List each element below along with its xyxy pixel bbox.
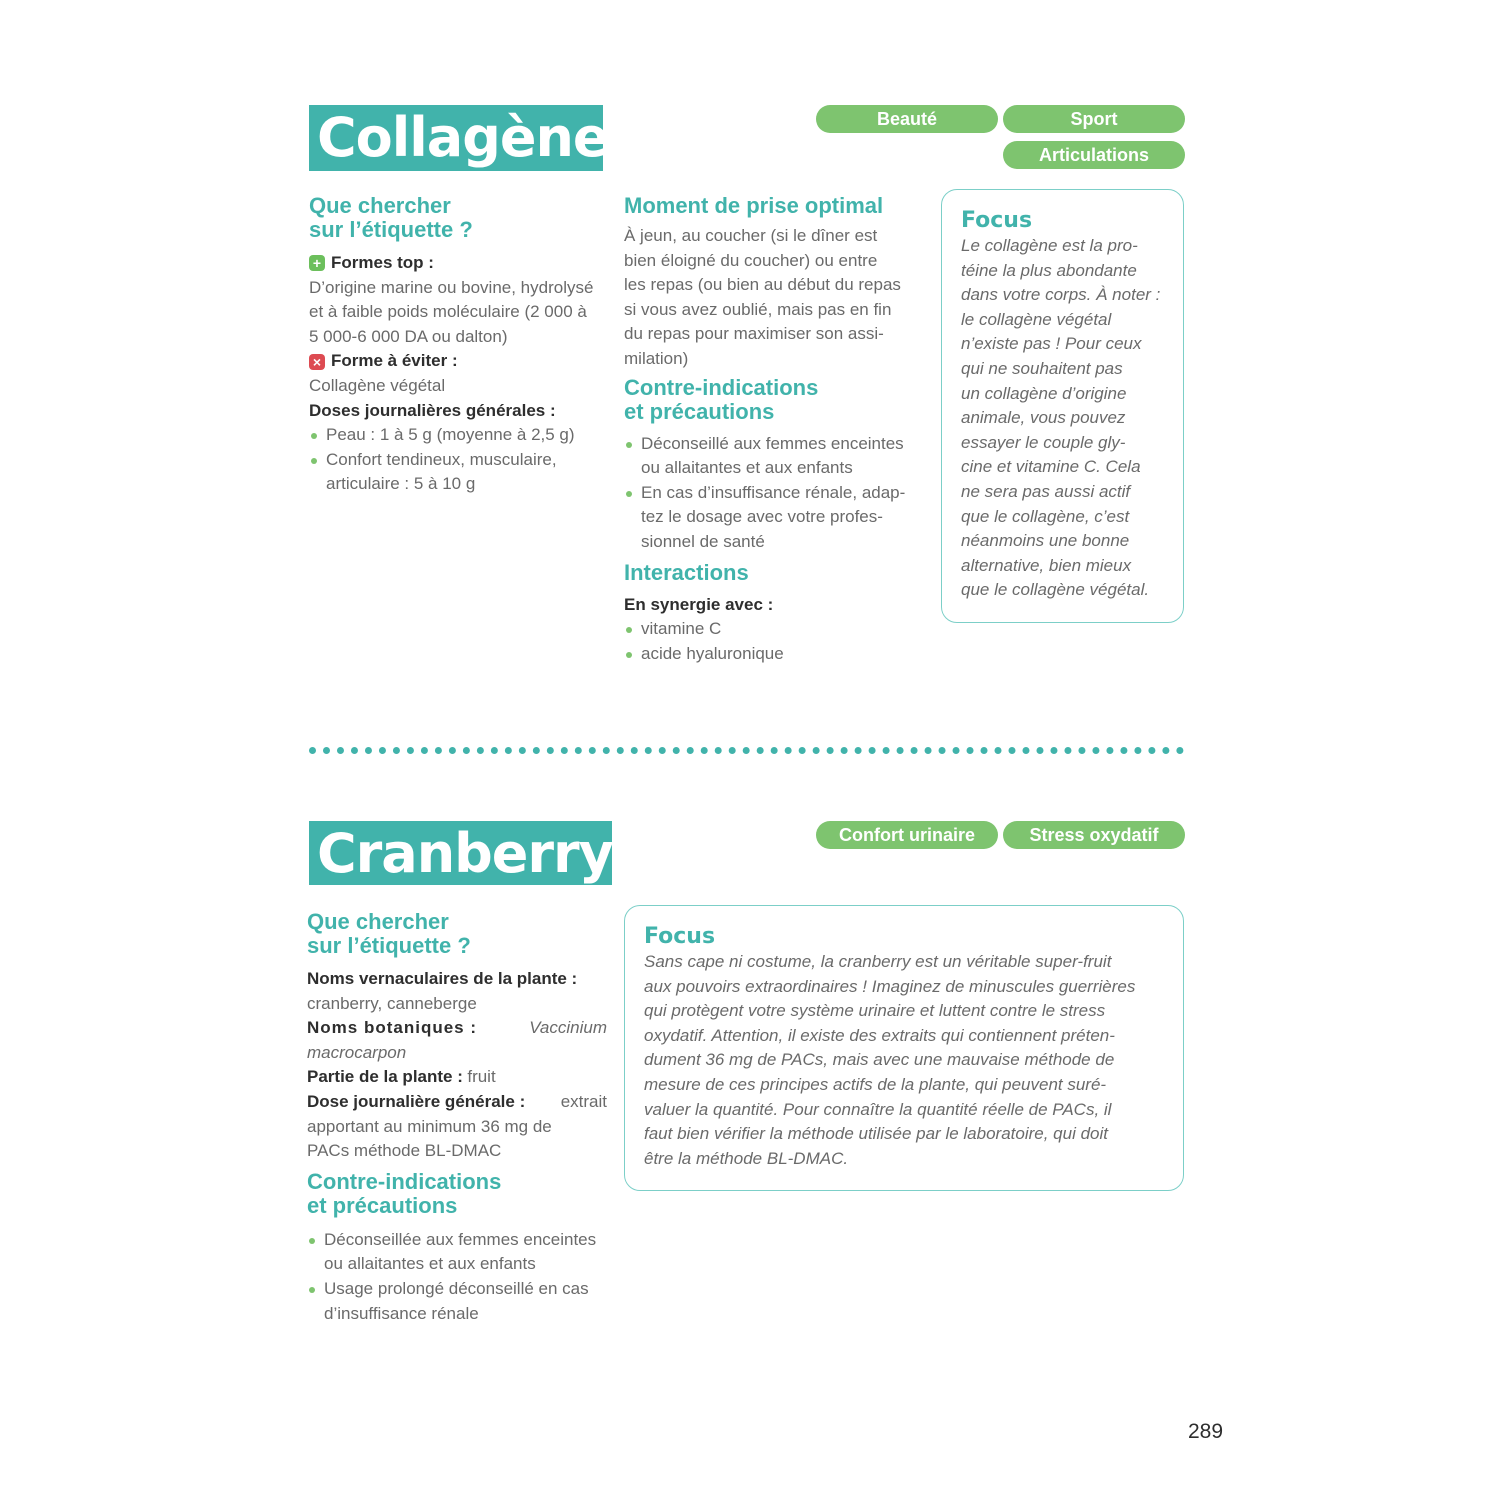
section-heading: Que chercher sur l’étiquette ? <box>307 909 471 958</box>
focus-line: téine la plus abondante <box>961 260 1137 280</box>
moment-line: bien éloigné du coucher) ou entre <box>624 250 878 270</box>
list-item: vitamine C <box>624 617 920 642</box>
forms-top-line: 5 000-6 000 DA ou dalton) <box>309 326 508 346</box>
focus-line: ne sera pas aussi actif <box>961 481 1131 501</box>
tag-sport: Sport <box>1003 105 1185 133</box>
moment-heading: Moment de prise optimal <box>624 193 884 218</box>
forms-top-label: Formes top : <box>331 253 434 272</box>
moment-text <box>624 224 920 372</box>
focus-line: qui protègent votre système urinaire et luttent contre le stress <box>644 1001 1106 1021</box>
tag-beaute: Beauté <box>816 105 998 133</box>
dose-text: PACs méthode BL-DMAC <box>307 1141 502 1161</box>
moment-line: milation) <box>624 348 689 368</box>
collagene-label-section <box>309 194 609 497</box>
list-item: En cas d’insuffisance rénale, adap-tez le dosage avec votre profes-sionnel de santé <box>624 481 920 555</box>
focus-title: Focus <box>644 924 716 949</box>
cranberry-left-column <box>307 910 607 1326</box>
focus-line: un collagène d’origine <box>961 383 1127 403</box>
section-heading: Que chercher sur l’étiquette ? <box>309 193 473 242</box>
focus-line: être la méthode BL-DMAC. <box>644 1148 849 1168</box>
focus-line: que le collagène végétal. <box>961 580 1150 600</box>
form-avoid-row <box>309 349 609 374</box>
botanical-row <box>307 1016 607 1041</box>
section-divider <box>309 747 1184 754</box>
focus-line: faut bien vérifier la méthode utilisée par le laboratoire, qui doit <box>644 1124 1108 1144</box>
moment-line: À jeun, au coucher (si le dîner est <box>624 226 878 245</box>
list-item: Déconseillée aux femmes enceintes ou allaitantes et aux enfants <box>307 1228 607 1277</box>
tag-articulations: Articulations <box>1003 141 1185 169</box>
forms-top-line: et à faible poids moléculaire (2 000 à <box>309 302 587 322</box>
list-item: Peau : 1 à 5 g (moyenne à 2,5 g) <box>309 423 609 448</box>
focus-line: Sans cape ni costume, la cranberry est un véritable super-fruit <box>644 952 1112 971</box>
vernacular-text: cranberry, canneberge <box>307 993 477 1013</box>
focus-line: valuer la quantité. Pour connaître la quantité réelle de PACs, il <box>644 1099 1112 1119</box>
cranberry-focus-box <box>624 905 1184 1191</box>
contra-list <box>307 1228 607 1326</box>
tag-stress-oxydatif: Stress oxydatif <box>1003 821 1185 849</box>
list-item: Déconseillé aux femmes enceintes ou allaitantes et aux enfants <box>624 432 920 481</box>
focus-line: Le collagène est la pro- <box>961 236 1138 255</box>
contra-list <box>624 432 920 555</box>
dose-label: Dose journalière générale : <box>307 1091 526 1111</box>
focus-line: que le collagène, c’est <box>961 506 1130 526</box>
moment-line: si vous avez oublié, mais pas en fin <box>624 299 892 319</box>
focus-line: le collagène végétal <box>961 309 1112 329</box>
vernacular-label: Noms vernaculaires de la plante : <box>307 969 578 988</box>
collagene-title: Collagène <box>309 105 603 171</box>
dose-row <box>307 1090 607 1115</box>
page-number: 289 <box>1188 1420 1224 1443</box>
botanical-label: Noms botaniques : <box>307 1018 478 1038</box>
synergy-list <box>624 617 920 666</box>
plus-icon: + <box>309 255 325 271</box>
cross-icon: × <box>309 354 325 370</box>
focus-line: néanmoins une bonne <box>961 531 1130 551</box>
focus-title: Focus <box>961 208 1033 233</box>
focus-line: mesure de ces principes actifs de la plante, qui peuvent suré- <box>644 1074 1107 1094</box>
focus-line: animale, vous pouvez <box>961 408 1126 428</box>
collagene-focus-box <box>941 189 1184 623</box>
collagene-middle-column <box>624 194 920 666</box>
synergy-label: En synergie avec : <box>624 594 774 614</box>
cranberry-title: Cranberry <box>309 821 612 885</box>
focus-line: dans votre corps. À noter : <box>961 285 1161 305</box>
list-item: Usage prolongé déconseillé en cas d’insuffisance rénale <box>307 1277 607 1326</box>
part-row <box>307 1065 607 1090</box>
focus-line: alternative, bien mieux <box>961 555 1132 575</box>
focus-line: oxydatif. Attention, il existe des extraits qui contiennent préten- <box>644 1025 1115 1045</box>
list-item: Confort tendineux, musculaire, articulaire : 5 à 10 g <box>309 448 609 497</box>
dose-text: apportant au minimum 36 mg de <box>307 1116 552 1136</box>
contra-heading: Contre-indications et précautions <box>307 1168 502 1218</box>
list-item: acide hyaluronique <box>624 642 920 667</box>
focus-line: n’existe pas ! Pour ceux <box>961 334 1142 354</box>
doses-label: Doses journalières générales : <box>309 400 556 420</box>
forms-top-line: D’origine marine ou bovine, hydrolysé <box>309 277 594 297</box>
botanical-text: Vaccinium <box>529 1018 607 1038</box>
contra-heading: Contre-indications et précautions <box>624 374 819 424</box>
focus-line: essayer le couple gly- <box>961 432 1126 452</box>
forms-top-row <box>309 251 609 276</box>
form-avoid-label: Forme à éviter : <box>331 351 458 371</box>
part-label: Partie de la plante : <box>307 1067 463 1087</box>
form-avoid-text: Collagène végétal <box>309 375 446 395</box>
focus-line: cine et vitamine C. Cela <box>961 457 1141 477</box>
part-text: fruit <box>467 1067 496 1087</box>
doses-list <box>309 423 609 497</box>
focus-line: aux pouvoirs extraordinaires ! Imaginez de minuscules guerrières <box>644 976 1136 996</box>
botanical-text: macrocarpon <box>307 1042 407 1062</box>
moment-line: les repas (ou bien au début du repas <box>624 275 901 295</box>
tag-confort-urinaire: Confort urinaire <box>816 821 998 849</box>
focus-line: qui ne souhaitent pas <box>961 358 1123 378</box>
focus-line: dument 36 mg de PACs, mais avec une mauvaise méthode de <box>644 1050 1115 1070</box>
interactions-heading: Interactions <box>624 559 749 585</box>
moment-line: du repas pour maximiser son assi- <box>624 324 884 344</box>
dose-text: extrait <box>560 1091 607 1111</box>
